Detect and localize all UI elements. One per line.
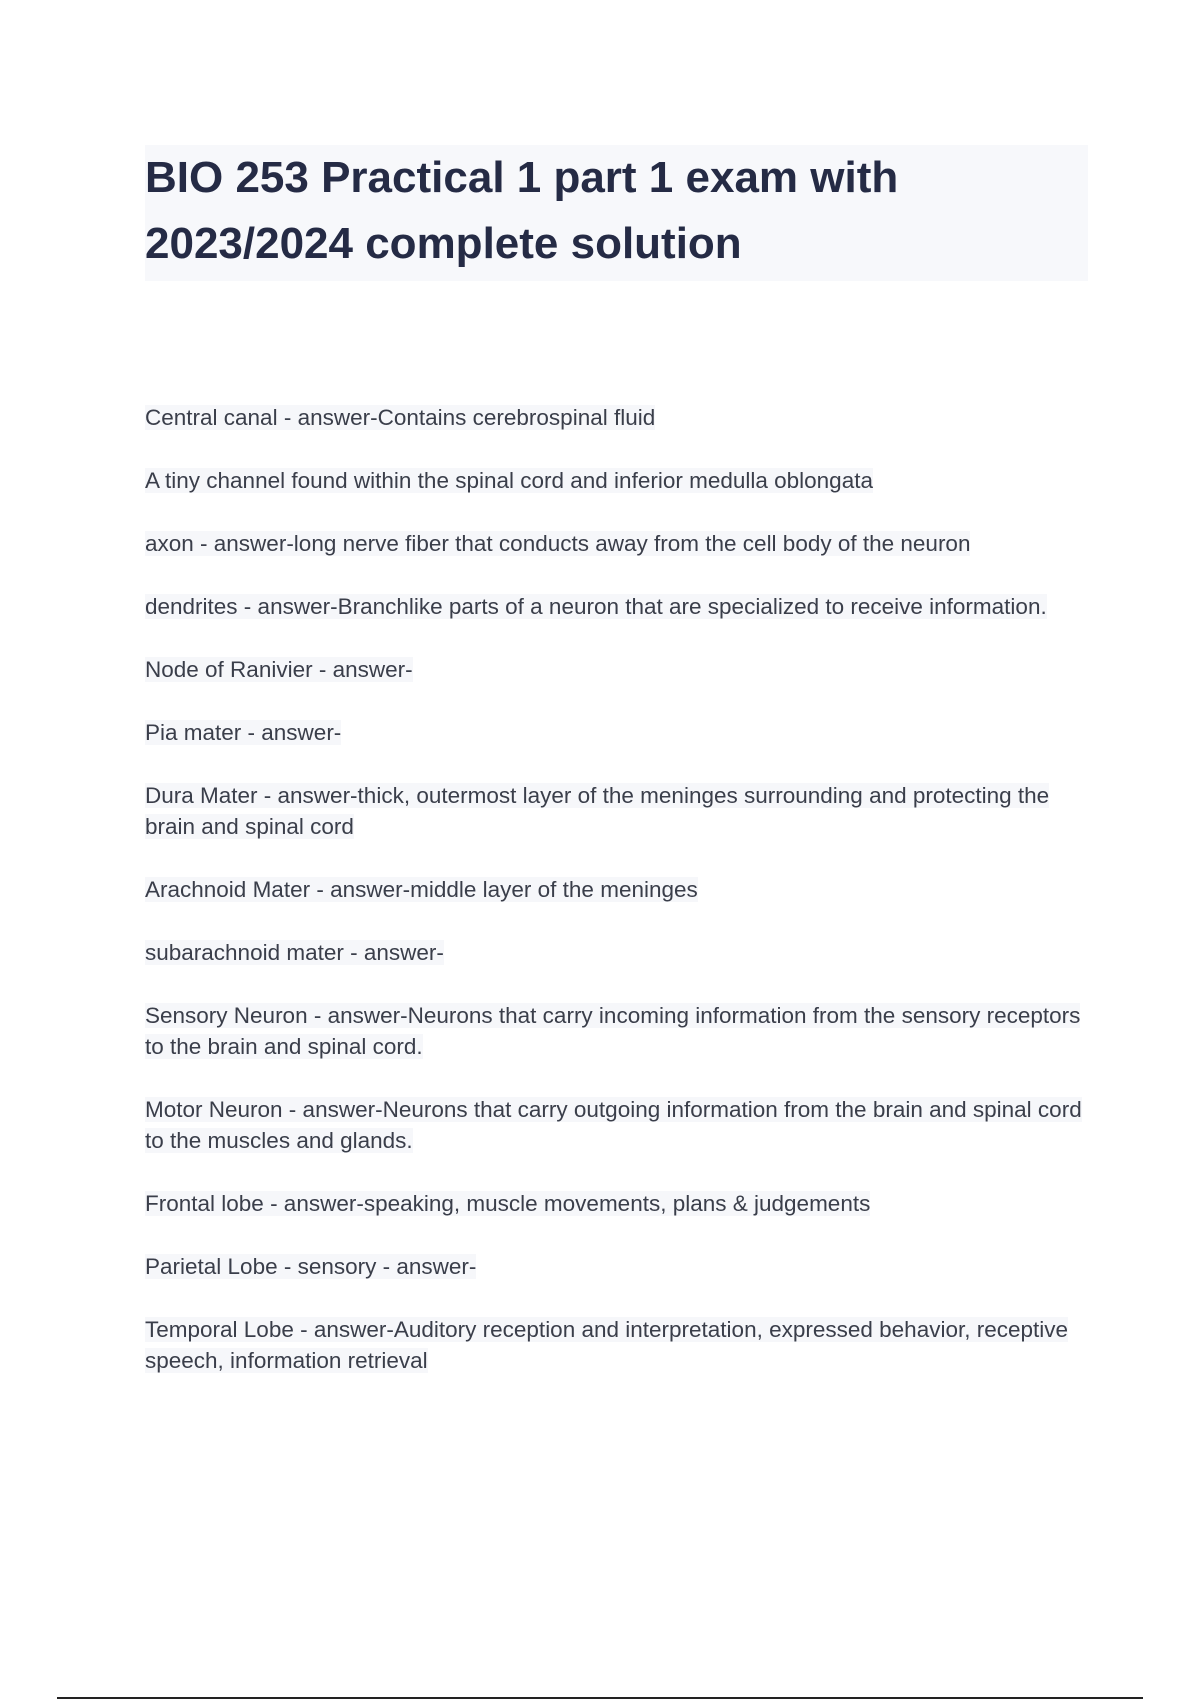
entry-axon [145,528,1095,559]
entry-node-of-ranivier [145,654,1095,685]
entry-text: axon - answer-long nerve fiber that conducts away from the cell body of the neuron [145,531,971,556]
entry-sensory-neuron [145,1000,1095,1062]
entry-dendrites [145,591,1095,622]
entry-text: Dura Mater - answer-thick, outermost layer of the meninges surrounding and protecting the brain and spinal cord [145,783,1050,839]
entry-arachnoid-mater [145,874,1095,905]
entry-text: Motor Neuron - answer-Neurons that carry outgoing information from the brain and spinal cord to the muscles and glands. [145,1097,1082,1153]
footer-divider [57,1697,1143,1699]
entry-frontal-lobe [145,1188,1095,1219]
entry-text: A tiny channel found within the spinal cord and inferior medulla oblongata [145,468,873,493]
entry-text: Parietal Lobe - sensory - answer- [145,1254,477,1279]
document-title: BIO 253 Practical 1 part 1 exam with 2023/2024 complete solution [145,153,899,268]
entry-parietal-lobe [145,1251,1095,1282]
entry-text: Arachnoid Mater - answer-middle layer of the meninges [145,877,698,902]
entry-temporal-lobe [145,1314,1095,1376]
entry-central-canal [145,402,1095,433]
entry-dura-mater [145,780,1095,842]
entry-text: Frontal lobe - answer-speaking, muscle movements, plans & judgements [145,1191,871,1216]
entry-text: dendrites - answer-Branchlike parts of a neuron that are specialized to receive information. [145,594,1047,619]
entry-list [145,402,1095,1376]
entry-motor-neuron [145,1094,1095,1156]
entry-pia-mater [145,717,1095,748]
entry-subarachnoid-mater [145,937,1095,968]
entry-text: subarachnoid mater - answer- [145,940,444,965]
entry-text: Temporal Lobe - answer-Auditory reception and interpretation, expressed behavior, receptive speech, information retrieval [145,1317,1069,1373]
entry-text: Pia mater - answer- [145,720,342,745]
entry-text: Central canal - answer-Contains cerebrospinal fluid [145,405,656,430]
entry-text: Sensory Neuron - answer-Neurons that carry incoming information from the sensory receptors to the brain and spinal cord. [145,1003,1081,1059]
entry-text: Node of Ranivier - answer- [145,657,413,682]
title-block [145,145,1088,281]
entry-tiny-channel [145,465,1095,496]
